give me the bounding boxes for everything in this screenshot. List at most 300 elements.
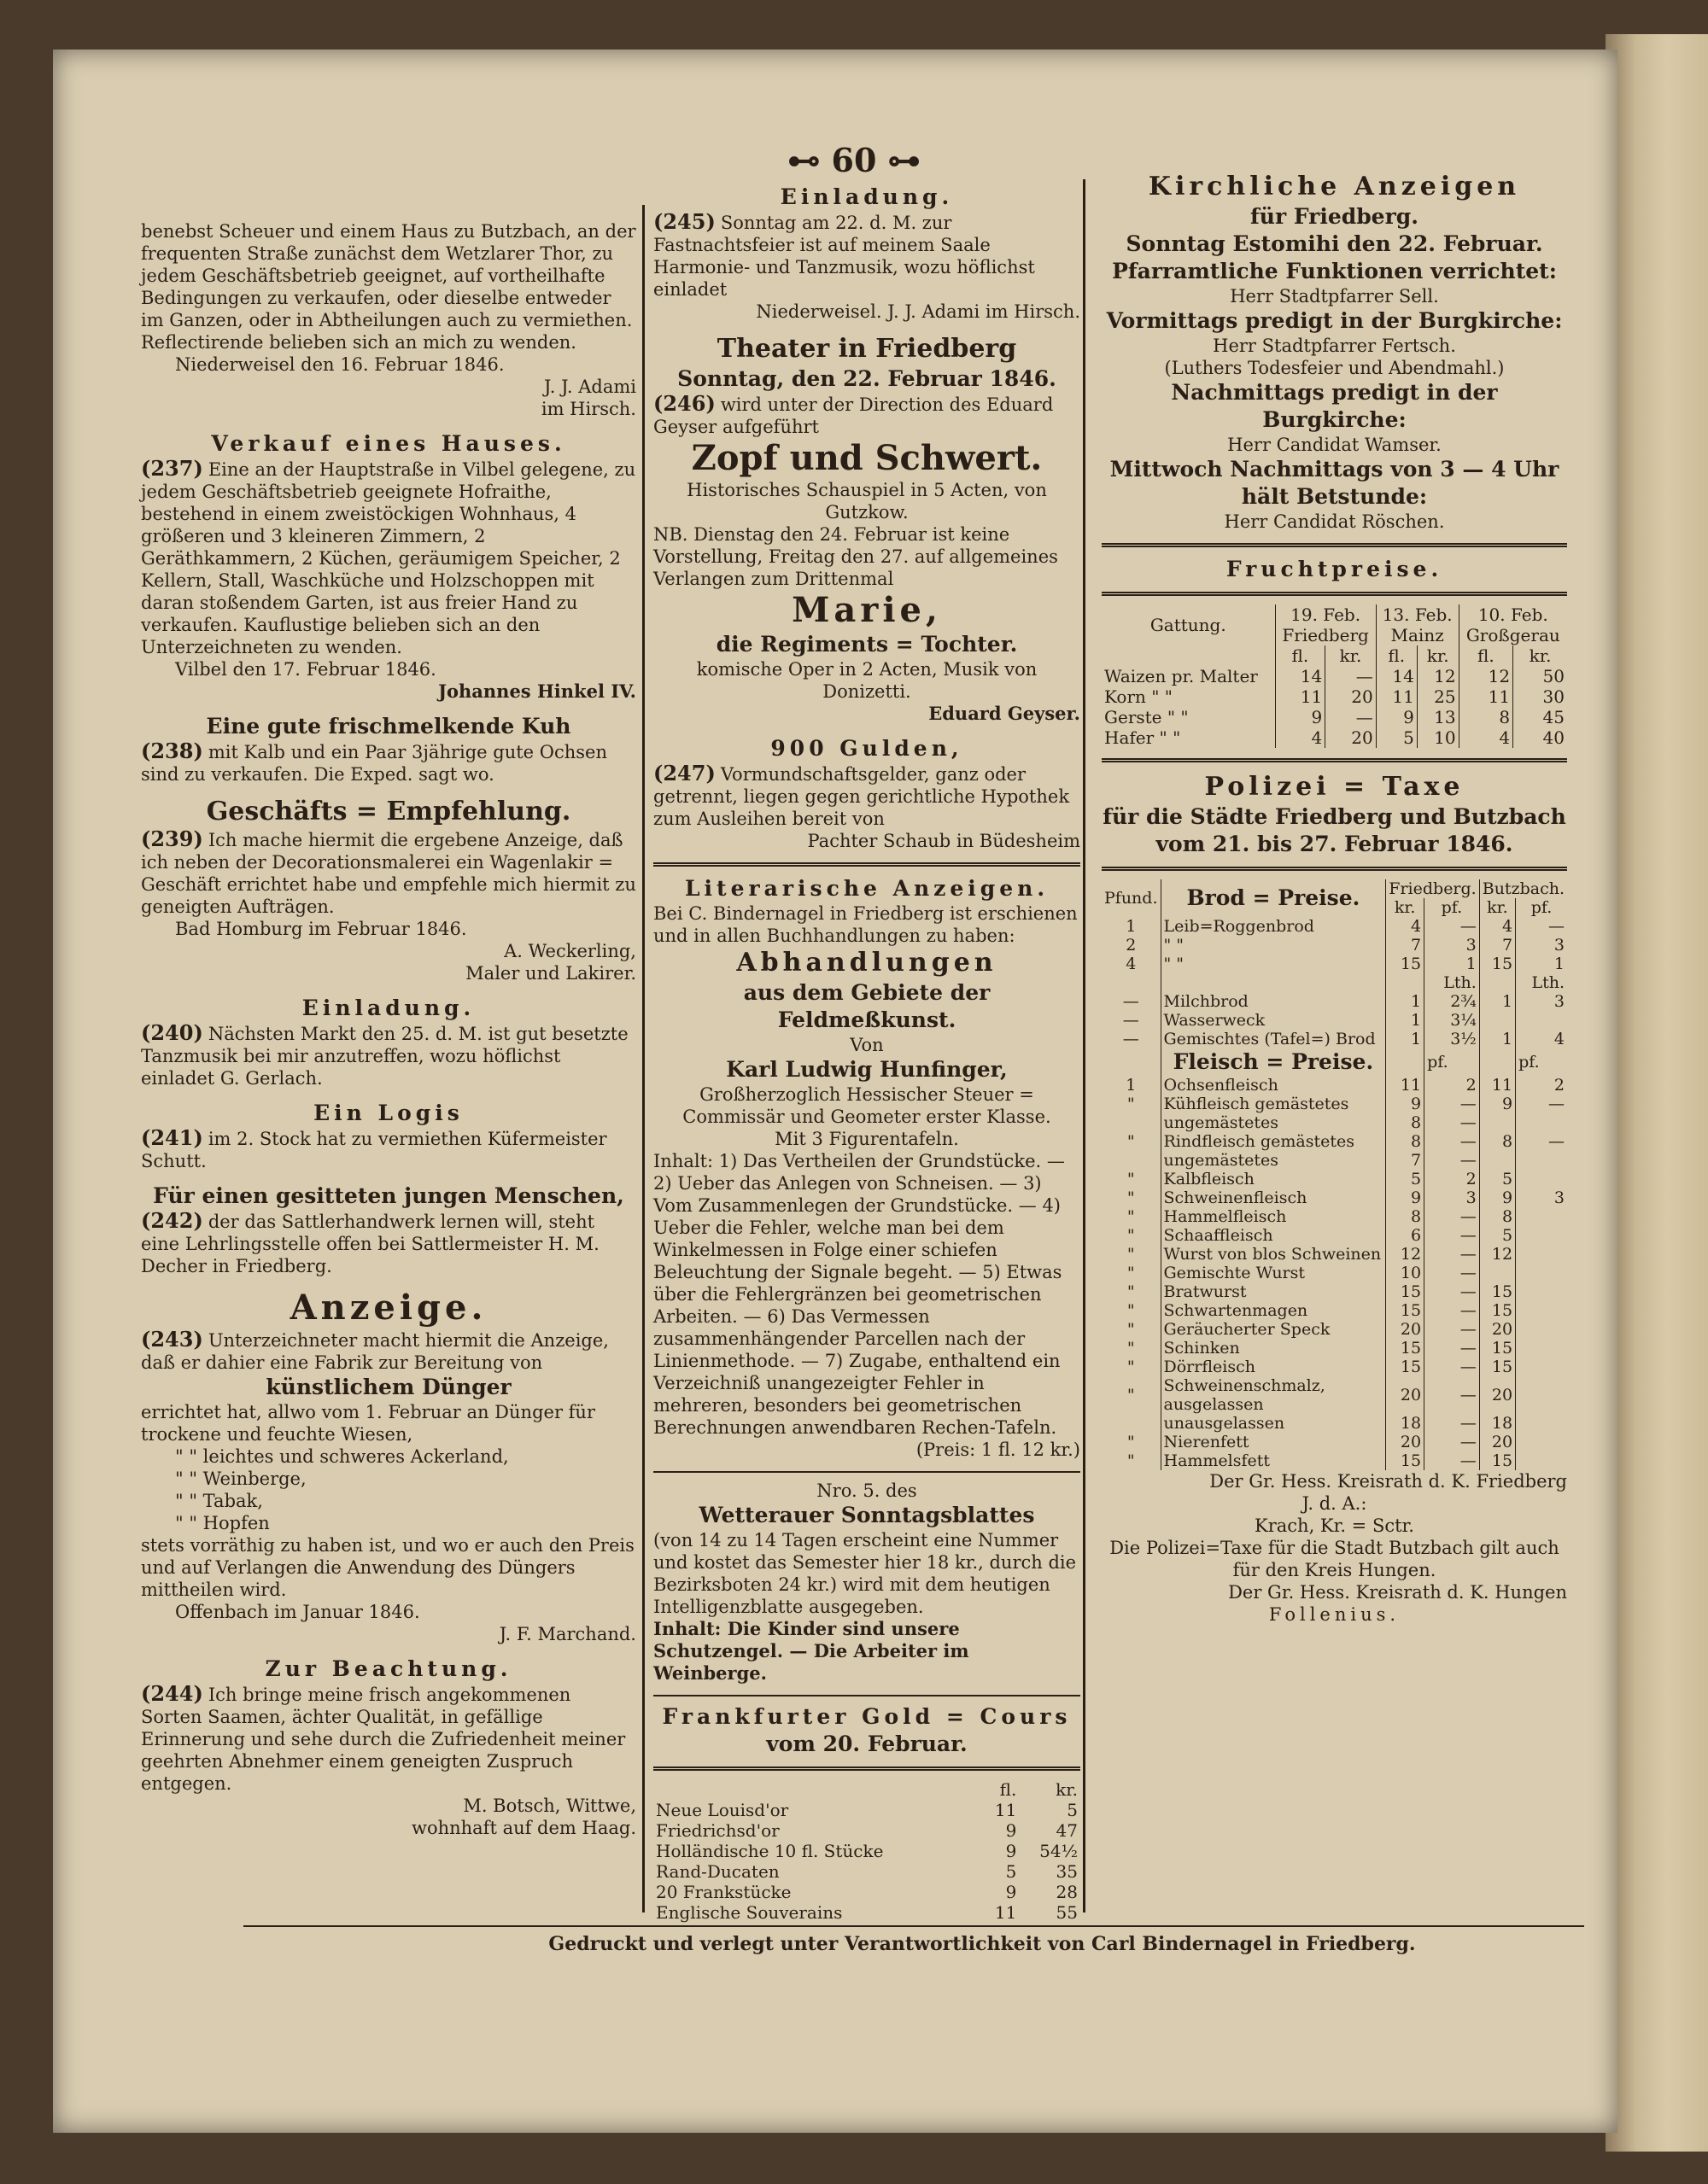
table-row bbox=[1102, 1358, 1567, 1376]
church-item: Vormittags predigt in der Burgkirche: bbox=[1106, 308, 1563, 333]
price-value bbox=[1516, 1451, 1567, 1470]
ad-number: (240) bbox=[141, 1020, 203, 1045]
price-value: — bbox=[1424, 1113, 1480, 1132]
gold-fl: 11 bbox=[994, 1800, 1017, 1820]
ad-239-signature-2: Maler und Lakirer. bbox=[465, 963, 636, 984]
grain-price: 30 bbox=[1513, 686, 1567, 707]
ad-241-text: im 2. Stock hat zu vermiethen Küfermeister Schutt. bbox=[141, 1129, 607, 1171]
ad-243-text-3: stets vorräthig zu haben ist, und wo er auch den Preis und auf Verlangen die Anwendung des Düngers mittheilen wird. bbox=[141, 1535, 635, 1600]
table-row bbox=[1102, 955, 1567, 973]
price-item: Schwartenmagen bbox=[1161, 1301, 1386, 1320]
ad-245-signature: Niederweisel. J. J. Adami im Hirsch. bbox=[756, 301, 1080, 322]
ad-number: (242) bbox=[141, 1208, 203, 1233]
price-value: 6 bbox=[1386, 1226, 1424, 1245]
bread-title: Brod = Preise. bbox=[1161, 879, 1386, 917]
price-value bbox=[1516, 1113, 1567, 1132]
grain-unit: kr. bbox=[1325, 645, 1376, 666]
ad-242-heading: Für einen gesitteten jungen Menschen, bbox=[153, 1183, 624, 1208]
price-value: 11 bbox=[1386, 1076, 1424, 1095]
price-value: 20 bbox=[1479, 1376, 1515, 1414]
price-value bbox=[1516, 1245, 1567, 1264]
gold-col-fl: fl. bbox=[999, 1779, 1017, 1800]
price-value: — bbox=[1424, 1451, 1480, 1470]
price-item: Geräucherter Speck bbox=[1161, 1320, 1386, 1339]
price-value: — bbox=[1516, 917, 1567, 936]
price-value: — bbox=[1424, 917, 1480, 936]
divider bbox=[1102, 758, 1567, 762]
column-rule-right bbox=[1083, 179, 1085, 1912]
price-pound: " bbox=[1126, 1226, 1135, 1245]
grain-type: Waizen pr. Malter bbox=[1104, 666, 1258, 686]
ad-245-text: Sonntag am 22. d. M. zur Fastnachtsfeier ist auf meinem Saale Harmonie- und Tanzmusik, wozu höflichst einladet bbox=[653, 213, 1035, 300]
table-row bbox=[1102, 1132, 1567, 1151]
table-row bbox=[653, 1861, 1080, 1882]
price-value bbox=[1516, 1011, 1567, 1030]
price-value bbox=[1479, 1264, 1515, 1282]
price-pound: 1 bbox=[1126, 917, 1137, 936]
bread-col-pound: Pfund. bbox=[1104, 889, 1158, 908]
ad-243-list-item: " " Hopfen bbox=[175, 1513, 270, 1533]
price-value: 20 bbox=[1386, 1376, 1424, 1414]
grain-price: 14 bbox=[1376, 666, 1417, 686]
price-value: 3 bbox=[1516, 936, 1567, 955]
grain-price: 45 bbox=[1513, 707, 1567, 727]
price-value: 9 bbox=[1386, 1095, 1424, 1113]
price-value: 7 bbox=[1386, 936, 1424, 955]
table-row bbox=[1102, 1030, 1567, 1048]
police-signature: Der Gr. Hess. Kreisrath d. K. Friedberg bbox=[1209, 1471, 1567, 1492]
price-value: 8 bbox=[1386, 1132, 1424, 1151]
price-pound: " bbox=[1126, 1095, 1135, 1113]
price-item: Milchbrod bbox=[1161, 992, 1386, 1011]
gold-fl: 9 bbox=[1005, 1820, 1017, 1841]
price-value: 5 bbox=[1479, 1170, 1515, 1188]
price-value: 3½ bbox=[1424, 1030, 1480, 1048]
police-note: Die Polizei=Taxe für die Stadt Butzbach gilt auch für den Kreis Hungen. bbox=[1109, 1538, 1559, 1580]
price-pound bbox=[1102, 1414, 1161, 1433]
table-row bbox=[1102, 1188, 1567, 1207]
price-value: 7 bbox=[1386, 1151, 1424, 1170]
literary-intro: Bei C. Bindernagel in Friedberg ist erschienen und in allen Buchhandlungen zu haben: bbox=[653, 903, 1078, 946]
grain-price: 9 bbox=[1376, 707, 1417, 727]
gold-fl: 11 bbox=[994, 1902, 1017, 1923]
police-signature-5: Follenius. bbox=[1268, 1604, 1401, 1625]
gold-col-kr: kr. bbox=[1056, 1779, 1078, 1800]
price-value: 3 bbox=[1424, 1188, 1480, 1207]
price-value: 20 bbox=[1386, 1433, 1424, 1451]
price-value: 15 bbox=[1479, 1358, 1515, 1376]
price-item: Bratwurst bbox=[1161, 1282, 1386, 1301]
price-value: 3¼ bbox=[1424, 1011, 1480, 1030]
price-pound: — bbox=[1122, 1030, 1139, 1048]
price-value bbox=[1479, 973, 1515, 992]
ad-243-place: Offenbach im Januar 1846. bbox=[175, 1602, 420, 1622]
ad-243-product: künstlichem Dünger bbox=[266, 1375, 512, 1399]
price-value: 1 bbox=[1516, 955, 1567, 973]
bread-unit: kr. bbox=[1386, 898, 1424, 917]
grain-unit: kr. bbox=[1513, 645, 1567, 666]
price-value: 15 bbox=[1479, 1282, 1515, 1301]
book-price: (Preis: 1 fl. 12 kr.) bbox=[915, 1439, 1080, 1460]
divider bbox=[653, 1471, 1080, 1473]
bread-unit: kr. bbox=[1479, 898, 1515, 917]
grain-unit: fl. bbox=[1376, 645, 1417, 666]
church-person: Herr Candidat Röschen. bbox=[1224, 511, 1445, 532]
theater-title: Theater in Friedberg bbox=[717, 334, 1017, 364]
grain-table bbox=[1102, 604, 1567, 748]
gold-coin-name: Neue Louisd'or bbox=[656, 1800, 789, 1820]
price-value: — bbox=[1424, 1358, 1480, 1376]
price-item: Dörrfleisch bbox=[1161, 1358, 1386, 1376]
price-value: 4 bbox=[1386, 917, 1424, 936]
gold-fl: 9 bbox=[1005, 1882, 1017, 1902]
gold-fl: 5 bbox=[1005, 1861, 1017, 1882]
ad-number: (247) bbox=[653, 761, 716, 785]
grain-price: 12 bbox=[1459, 666, 1513, 686]
price-item: Gemischtes (Tafel=) Brod bbox=[1161, 1030, 1386, 1048]
grain-price: 4 bbox=[1459, 727, 1513, 748]
police-signature-4: Der Gr. Hess. Kreisrath d. K. Hungen bbox=[1228, 1582, 1567, 1603]
ad-247-signature: Pachter Schaub in Büdesheim bbox=[807, 831, 1080, 851]
gold-coin-name: Englische Souverains bbox=[656, 1902, 843, 1923]
price-value: Lth. bbox=[1424, 973, 1480, 992]
grain-price: 8 bbox=[1459, 707, 1513, 727]
price-value: 15 bbox=[1479, 1301, 1515, 1320]
table-row bbox=[653, 1882, 1080, 1902]
price-item: Hammelsfett bbox=[1161, 1451, 1386, 1470]
divider bbox=[1102, 592, 1567, 596]
price-value bbox=[1516, 1414, 1567, 1433]
grain-date-2: 13. Feb. bbox=[1376, 604, 1459, 625]
column-left bbox=[141, 220, 636, 1849]
price-pound: " bbox=[1126, 1339, 1135, 1358]
ad-238-text: mit Kalb und ein Paar 3jährige gute Ochsen sind zu verkaufen. Die Exped. sagt wo. bbox=[141, 742, 608, 785]
price-pound: " bbox=[1126, 1301, 1135, 1320]
price-value: 1 bbox=[1386, 1011, 1424, 1030]
ad-247-text: Vormundschaftsgelder, ganz oder getrennt, liegen gegen gerichtliche Hypothek zum Ausleihen bereit von bbox=[653, 764, 1070, 829]
ad-243-signature: J. F. Marchand. bbox=[499, 1624, 636, 1644]
price-item: Wurst von blos Schweinen bbox=[1161, 1245, 1386, 1264]
church-title: Kirchliche Anzeigen bbox=[1148, 172, 1521, 201]
price-value: 15 bbox=[1479, 1339, 1515, 1358]
table-row bbox=[1102, 1451, 1567, 1470]
play-2-description: komische Oper in 2 Acten, Musik von Donizetti. bbox=[696, 659, 1038, 702]
play-subtitle: Historisches Schauspiel in 5 Acten, von Gutzkow. bbox=[687, 480, 1047, 523]
table-row bbox=[1102, 1301, 1567, 1320]
price-value: — bbox=[1516, 1132, 1567, 1151]
ad-238-heading: Eine gute frischmelkende Kuh bbox=[206, 714, 571, 739]
ad-number: (246) bbox=[653, 391, 716, 416]
price-value: 4 bbox=[1479, 917, 1515, 936]
price-value: 12 bbox=[1479, 1245, 1515, 1264]
price-value: 1 bbox=[1479, 992, 1515, 1011]
table-row bbox=[1102, 1339, 1567, 1358]
ad-number: (239) bbox=[141, 826, 203, 851]
grain-price: 50 bbox=[1513, 666, 1567, 686]
price-value: 15 bbox=[1479, 1451, 1515, 1470]
table-row bbox=[1102, 1095, 1567, 1113]
ad-244-text: Ich bringe meine frisch angekommenen Sorten Saamen, ächter Qualität, in gefällige Erinnerung und sehe durch die Zufriedenheit meiner geehrten Abnehmer einem geneigten Zuspruch entgegen. bbox=[141, 1685, 626, 1794]
table-row bbox=[1102, 1113, 1567, 1132]
price-item: ungemästetes bbox=[1161, 1151, 1386, 1170]
price-value: 7 bbox=[1479, 936, 1515, 955]
price-item: Gemischte Wurst bbox=[1161, 1264, 1386, 1282]
price-value: 1 bbox=[1424, 955, 1480, 973]
ad-239-place: Bad Homburg im Februar 1846. bbox=[175, 919, 467, 939]
ad-247-heading: 900 Gulden, bbox=[770, 736, 963, 761]
weekly-text: (von 14 zu 14 Tagen erscheint eine Nummer und kostet das Semester hier 18 kr., durch die Bezirksboten 24 kr.) wird mit dem heutigen Intelligenzblatte ausgegeben. bbox=[653, 1530, 1077, 1617]
grain-price: 11 bbox=[1275, 686, 1325, 707]
table-row bbox=[653, 1820, 1080, 1841]
price-value: 15 bbox=[1479, 955, 1515, 973]
ad-number: (241) bbox=[141, 1125, 203, 1150]
gold-kr: 28 bbox=[1056, 1882, 1078, 1902]
gold-coin-name: 20 Frankstücke bbox=[656, 1882, 792, 1902]
gold-title: Frankfurter Gold = Cours bbox=[662, 1704, 1072, 1729]
ad-244-signature-2: wohnhaft auf dem Haag. bbox=[411, 1818, 636, 1838]
ad-number: (245) bbox=[653, 209, 716, 234]
bread-col-bb: Butzbach. bbox=[1479, 879, 1567, 898]
table-row bbox=[1102, 973, 1567, 992]
table-row bbox=[1102, 1076, 1567, 1095]
book-figures: Mit 3 Figurentafeln. bbox=[775, 1129, 959, 1149]
gold-date: vom 20. Februar. bbox=[766, 1731, 968, 1756]
gold-coin-name: Friedrichsd'or bbox=[656, 1820, 780, 1841]
price-value bbox=[1516, 1358, 1567, 1376]
gold-kr: 55 bbox=[1056, 1902, 1078, 1923]
grain-price: 11 bbox=[1459, 686, 1513, 707]
price-pound bbox=[1102, 1151, 1161, 1170]
ad-246-text: wird unter der Direction des Eduard Geyser aufgeführt bbox=[653, 394, 1054, 437]
gold-kr: 35 bbox=[1056, 1861, 1078, 1882]
price-value: 8 bbox=[1479, 1207, 1515, 1226]
grain-price: 11 bbox=[1376, 686, 1417, 707]
table-row bbox=[1102, 1433, 1567, 1451]
price-value: 4 bbox=[1516, 1030, 1567, 1048]
grain-price: 20 bbox=[1325, 727, 1376, 748]
price-value: 1 bbox=[1479, 1030, 1515, 1048]
grain-price: — bbox=[1325, 707, 1376, 727]
price-value: 8 bbox=[1386, 1113, 1424, 1132]
grain-market-1: Friedberg bbox=[1275, 625, 1376, 645]
price-pound: — bbox=[1122, 1011, 1139, 1030]
meat-unit: pf. bbox=[1424, 1048, 1480, 1076]
table-row bbox=[1102, 1264, 1567, 1282]
ad-243-text: Unterzeichneter macht hiermit die Anzeige, daß er dahier eine Fabrik zur Bereitung von bbox=[141, 1330, 609, 1373]
price-value: — bbox=[1424, 1414, 1480, 1433]
church-person: Herr Candidat Wamser. bbox=[1227, 435, 1442, 455]
book-affiliation: Großherzoglich Hessischer Steuer = Commissär und Geometer erster Klasse. bbox=[682, 1084, 1051, 1127]
ad-237-signature: Johannes Hinkel IV. bbox=[438, 680, 636, 702]
table-row bbox=[653, 1902, 1080, 1923]
grain-price: 20 bbox=[1325, 686, 1376, 707]
table-row bbox=[1102, 686, 1567, 707]
price-value: — bbox=[1424, 1264, 1480, 1282]
table-row bbox=[1102, 1245, 1567, 1264]
play-2-title: Marie, bbox=[792, 590, 942, 630]
table-row bbox=[1102, 917, 1567, 936]
church-note: (Luthers Todesfeier und Abendmahl.) bbox=[1164, 358, 1505, 378]
table-row bbox=[1102, 1011, 1567, 1030]
column-rule-left bbox=[642, 205, 645, 1912]
price-value: — bbox=[1424, 1226, 1480, 1245]
price-value bbox=[1479, 1011, 1515, 1030]
page-number: ⊷ 60 ⊶ bbox=[787, 141, 921, 179]
ad-number: (243) bbox=[141, 1327, 203, 1352]
price-value: 3 bbox=[1424, 936, 1480, 955]
price-item: Schweinenschmalz, ausgelassen bbox=[1161, 1376, 1386, 1414]
price-item: Ochsenfleisch bbox=[1161, 1076, 1386, 1095]
grain-price: 4 bbox=[1275, 727, 1325, 748]
price-value: 2 bbox=[1516, 1076, 1567, 1095]
ad-intro-signature: J. J. Adami bbox=[543, 377, 636, 397]
divider bbox=[653, 1695, 1080, 1696]
church-person: Herr Stadtpfarrer Sell. bbox=[1230, 286, 1439, 307]
price-value: 8 bbox=[1386, 1207, 1424, 1226]
church-item: Mittwoch Nachmittags von 3 — 4 Uhr bbox=[1109, 457, 1559, 482]
price-item: Hammelfleisch bbox=[1161, 1207, 1386, 1226]
grain-price: 12 bbox=[1417, 666, 1459, 686]
ad-243-list-item: " " Weinberge, bbox=[175, 1469, 307, 1489]
price-item: Rindfleisch gemästetes bbox=[1161, 1132, 1386, 1151]
price-item: Schaaffleisch bbox=[1161, 1226, 1386, 1245]
price-value: — bbox=[1424, 1376, 1480, 1414]
book-binding bbox=[1606, 34, 1708, 2152]
grain-price: 5 bbox=[1376, 727, 1417, 748]
theater-date: Sonntag, den 22. Februar 1846. bbox=[677, 366, 1056, 391]
bread-table bbox=[1102, 879, 1567, 1470]
price-item: Leib=Roggenbrod bbox=[1161, 917, 1386, 936]
grain-market-2: Mainz bbox=[1376, 625, 1459, 645]
price-pound bbox=[1102, 1113, 1161, 1132]
gold-kr: 5 bbox=[1067, 1800, 1078, 1820]
theater-signature: Eduard Geyser. bbox=[928, 703, 1080, 724]
price-value: 15 bbox=[1386, 1358, 1424, 1376]
ad-241-heading: Ein Logis bbox=[313, 1101, 464, 1125]
church-subtitle: für Friedberg. bbox=[1250, 204, 1418, 229]
grain-price: 40 bbox=[1513, 727, 1567, 748]
gold-coin-name: Holländische 10 fl. Stücke bbox=[656, 1841, 884, 1861]
divider bbox=[1102, 867, 1567, 871]
price-value: 15 bbox=[1386, 1339, 1424, 1358]
price-pound: 1 bbox=[1126, 1076, 1137, 1095]
ad-243-heading: Anzeige. bbox=[290, 1288, 488, 1328]
ad-239-heading: Geschäfts = Empfehlung. bbox=[206, 797, 571, 826]
price-value: 15 bbox=[1386, 955, 1424, 973]
price-value bbox=[1516, 1301, 1567, 1320]
grain-price: 9 bbox=[1275, 707, 1325, 727]
price-value bbox=[1516, 1433, 1567, 1451]
book-content: Inhalt: 1) Das Vertheilen der Grundstücke. — 2) Ueber das Anlegen von Schneisen. — 3) Vom Zusammenlegen der Grundstücke. — 4) Ueber die Fehler, welche man bei dem Winkelmessen in Folge einer schiefen Beleuchtung der Signale begeht. — 5) Etwas über die Fehlergränzen bei geometrischen Arbeiten. — 6) Das Vermessen zusammenhängender Parcellen nach der Linienmethode. — 7) Zugabe, enthaltend ein Verzeichniß unangezeigter Fehler in mehreren, besonders bei geometrischen Berechnungen anwendbaren Rechen-Tafeln. bbox=[653, 1151, 1065, 1438]
price-value bbox=[1516, 1339, 1567, 1358]
price-value bbox=[1479, 1151, 1515, 1170]
meat-title: Fleisch = Preise. bbox=[1161, 1048, 1386, 1076]
grain-unit: fl. bbox=[1459, 645, 1513, 666]
price-pound: " bbox=[1126, 1132, 1135, 1151]
grain-title: Fruchtpreise. bbox=[1225, 557, 1443, 581]
price-value: — bbox=[1424, 1245, 1480, 1264]
price-value bbox=[1516, 1264, 1567, 1282]
church-date: Sonntag Estomihi den 22. Februar. bbox=[1126, 231, 1543, 256]
church-person: Herr Stadtpfarrer Fertsch. bbox=[1213, 336, 1456, 356]
price-item: Wasserweck bbox=[1161, 1011, 1386, 1030]
grain-date-3: 10. Feb. bbox=[1459, 604, 1567, 625]
price-value bbox=[1516, 1170, 1567, 1188]
table-row bbox=[1102, 1207, 1567, 1226]
ad-number: (238) bbox=[141, 739, 203, 763]
literary-heading: Literarische Anzeigen. bbox=[684, 876, 1050, 901]
price-pound: " bbox=[1126, 1386, 1135, 1404]
price-value: — bbox=[1424, 1282, 1480, 1301]
price-value: 1 bbox=[1386, 992, 1424, 1011]
meat-unit: pf. bbox=[1516, 1048, 1567, 1076]
grain-unit: kr. bbox=[1417, 645, 1459, 666]
ad-intro-place: Niederweisel den 16. Februar 1846. bbox=[175, 354, 505, 375]
price-value: 18 bbox=[1479, 1414, 1515, 1433]
price-value bbox=[1516, 1320, 1567, 1339]
grain-type: Gerste " " bbox=[1104, 707, 1189, 727]
ad-243-text-2: errichtet hat, allwo vom 1. Februar an Dünger für trockene und feuchte Wiesen, bbox=[141, 1402, 595, 1445]
play-2-subtitle: die Regiments = Tochter. bbox=[716, 632, 1018, 657]
price-value: — bbox=[1424, 1132, 1480, 1151]
printer-footer: Gedruckt und verlegt unter Verantwortlichkeit von Carl Bindernagel in Friedberg. bbox=[548, 1933, 1416, 1955]
gold-coin-name: Rand-Ducaten bbox=[656, 1861, 780, 1882]
weekly-number: Nro. 5. des bbox=[816, 1480, 917, 1501]
price-value: 8 bbox=[1479, 1132, 1515, 1151]
weekly-content: Inhalt: Die Kinder sind unsere Schutzengel. — Die Arbeiter im Weinberge. bbox=[653, 1618, 969, 1684]
ad-243-list-item: " " leichtes und schweres Ackerland, bbox=[175, 1446, 509, 1467]
table-row bbox=[1102, 707, 1567, 727]
ad-239-signature: A. Weckerling, bbox=[504, 941, 636, 961]
police-signature-2: J. d. A.: bbox=[1301, 1493, 1367, 1514]
divider bbox=[653, 862, 1080, 867]
price-item: " " bbox=[1161, 936, 1386, 955]
price-item: Nierenfett bbox=[1161, 1433, 1386, 1451]
price-value: 2 bbox=[1424, 1170, 1480, 1188]
price-value bbox=[1516, 1282, 1567, 1301]
price-value: 12 bbox=[1386, 1245, 1424, 1264]
price-value: — bbox=[1424, 1320, 1480, 1339]
price-pound: " bbox=[1126, 1433, 1135, 1451]
ad-245-heading: Einladung. bbox=[780, 184, 954, 209]
table-row bbox=[1102, 1226, 1567, 1245]
price-item: Kalbfleisch bbox=[1161, 1170, 1386, 1188]
table-row bbox=[1102, 1170, 1567, 1188]
price-value bbox=[1386, 973, 1424, 992]
grain-market-3: Großgerau bbox=[1459, 625, 1567, 645]
price-value: — bbox=[1424, 1151, 1480, 1170]
table-row bbox=[1102, 936, 1567, 955]
price-value: Lth. bbox=[1516, 973, 1567, 992]
police-signature-3: Krach, Kr. = Sctr. bbox=[1255, 1515, 1414, 1536]
price-pound bbox=[1102, 973, 1161, 992]
ad-240-heading: Einladung. bbox=[301, 996, 476, 1020]
table-row bbox=[1102, 1320, 1567, 1339]
column-right bbox=[1102, 171, 1567, 1636]
table-row bbox=[653, 1800, 1080, 1820]
ad-237-text: Eine an der Hauptstraße in Vilbel gelegene, zu jedem Geschäftsbetrieb geeignete Hofraithe, bestehend in einem zweistöckigen Wohnhaus, 4 größeren und 3 kleineren Zimmern, 2 Geräthkammern, 2 Küchen, geräumigem Speicher, 2 Kellern, Stall, Waschküche und Holzschoppen mit daran stoßendem Garten, ist aus freier Hand zu verkaufen. Kauflustige belieben sich an den Unterzeichneten zu wenden. bbox=[141, 459, 636, 657]
price-value: 10 bbox=[1386, 1264, 1424, 1282]
price-value bbox=[1516, 1151, 1567, 1170]
price-pound: " bbox=[1126, 1207, 1135, 1226]
price-value: — bbox=[1516, 1095, 1567, 1113]
price-pound: — bbox=[1122, 992, 1139, 1011]
book-subtitle: aus dem Gebiete der Feldmeßkunst. bbox=[743, 980, 991, 1032]
price-pound: " bbox=[1126, 1358, 1135, 1376]
price-value: 15 bbox=[1386, 1301, 1424, 1320]
divider bbox=[1102, 543, 1567, 547]
weekly-title: Wetterauer Sonntagsblattes bbox=[699, 1503, 1035, 1527]
